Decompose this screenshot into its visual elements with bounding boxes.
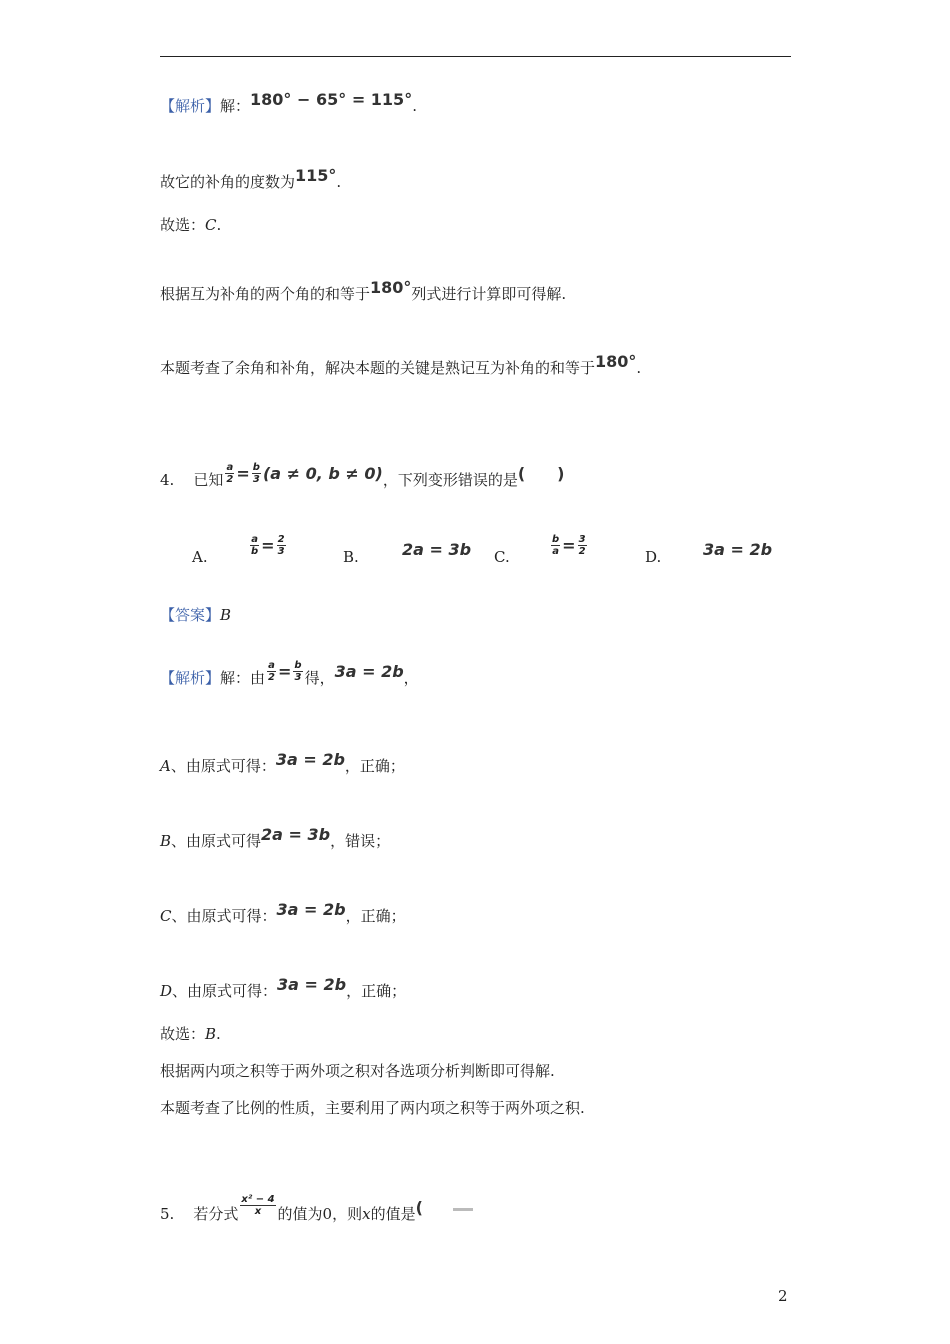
analysis-end: ， <box>403 669 419 687</box>
option-c-frac-1 <box>551 534 560 557</box>
answer-letter: B <box>220 606 232 624</box>
frac-num: x² − 4 <box>241 1193 275 1205</box>
item-text: 、由原式可得 <box>171 832 262 850</box>
option-a-frac-2 <box>277 534 286 557</box>
stem-suffix: ，下列变形错误的是 <box>382 471 518 489</box>
q3-conclusion <box>160 166 341 192</box>
frac-den: 2 <box>226 473 234 485</box>
question-number: 5. <box>160 1205 175 1223</box>
page-number: 2 <box>778 1287 788 1305</box>
method-math: 180° <box>370 278 412 297</box>
item-letter: D <box>160 982 173 1000</box>
frac-den: 3 <box>252 473 260 485</box>
frac-den: 2 <box>578 546 586 557</box>
item-result: ，正确； <box>345 907 406 925</box>
method-text: 根据两内项之积等于两外项之积对各选项分析判断即可得解. <box>160 1062 555 1080</box>
review-end: . <box>636 359 642 377</box>
choice-text: 故选： <box>160 1025 206 1043</box>
frac-num: b <box>294 659 302 671</box>
frac-den: x <box>254 1205 262 1217</box>
q4-item-a <box>160 750 405 776</box>
option-label: B. <box>343 548 359 566</box>
option-c-math <box>549 534 589 557</box>
stem-var: x <box>362 1205 371 1223</box>
frac-den: 2 <box>268 671 275 683</box>
stem-prefix: 若分式 <box>193 1205 239 1223</box>
analysis-end: . <box>412 97 417 115</box>
option-label: A. <box>192 548 208 566</box>
blank-mark <box>453 1208 473 1211</box>
option-b <box>343 548 359 566</box>
item-result: ，正确； <box>346 982 407 1000</box>
option-c-eq: = <box>562 536 576 555</box>
option-a-frac-1 <box>250 534 259 557</box>
q3-review <box>160 352 641 378</box>
option-label: D. <box>645 548 662 566</box>
choice-letter: B <box>205 1025 217 1043</box>
analysis-math: 180° − 65° = 115° <box>250 90 413 109</box>
review-text: 本题考查了余角和补角，解决本题的关键是熟记互为补角的和等于 <box>160 359 596 377</box>
review-math: 180° <box>595 352 637 371</box>
item-math: 3a = 2b <box>276 900 346 919</box>
stem-condition: (a ≠ 0, b ≠ 0) <box>262 464 383 483</box>
frac-num: b <box>252 461 260 473</box>
q4-choice <box>160 1024 221 1044</box>
option-a <box>192 548 208 566</box>
frac-den: 3 <box>277 546 285 557</box>
q4-answer <box>160 605 231 625</box>
q4-stem <box>160 461 565 493</box>
choice-letter: C <box>205 216 217 234</box>
option-c <box>494 548 510 566</box>
analysis-tag: 【解析】 <box>160 97 221 115</box>
option-d-expression: 3a = 2b <box>703 540 773 559</box>
option-a-math <box>248 534 288 557</box>
q4-analysis <box>160 659 419 691</box>
frac-num: a <box>268 659 275 671</box>
q4-item-d <box>160 975 406 1001</box>
method-text-2: 列式进行计算即可得解. <box>411 285 567 303</box>
q4-method <box>160 1061 555 1081</box>
item-letter: B <box>160 832 172 850</box>
frac-den: 3 <box>294 671 302 683</box>
item-text: 、由原式可得： <box>170 757 276 775</box>
frac-num: 2 <box>277 534 285 545</box>
analysis-eq: = <box>278 662 292 681</box>
analysis-prefix: 解： <box>220 97 251 115</box>
q5-stem <box>160 1193 473 1227</box>
stem-paren: ( ) <box>517 464 565 483</box>
analysis-math: 3a = 2b <box>334 662 404 681</box>
q4-item-b <box>160 825 390 851</box>
q3-choice <box>160 215 221 235</box>
option-c-frac-2 <box>578 534 587 557</box>
stem-fraction <box>240 1194 275 1217</box>
item-letter: C <box>160 907 172 925</box>
item-math: 2a = 3b <box>261 825 331 844</box>
header-rule <box>160 56 791 57</box>
stem-eq: = <box>236 464 250 483</box>
frac-num: b <box>552 534 560 545</box>
conclusion-text: 故它的补角的度数为 <box>160 173 296 191</box>
analysis-tag: 【解析】 <box>160 669 221 687</box>
choice-end: . <box>216 1025 221 1043</box>
option-b-math <box>402 540 471 559</box>
conclusion-end: . <box>336 173 342 191</box>
item-text: 、由原式可得： <box>171 907 277 925</box>
choice-text: 故选： <box>160 216 206 234</box>
frac-den: b <box>251 546 259 557</box>
item-text: 、由原式可得： <box>172 982 278 1000</box>
q3-method <box>160 278 566 304</box>
stem-fraction-2 <box>252 462 261 485</box>
review-text: 本题考查了比例的性质，主要利用了两内项之积等于两外项之积. <box>160 1099 585 1117</box>
question-number: 4. <box>160 471 175 489</box>
item-math: 3a = 2b <box>277 975 347 994</box>
frac-den: a <box>552 546 559 557</box>
analysis-fraction-1 <box>267 660 276 683</box>
item-letter: A <box>160 757 171 775</box>
stem-suffix: 的值是 <box>370 1205 416 1223</box>
stem-prefix: 已知 <box>193 471 224 489</box>
analysis-mid: 得， <box>304 669 335 687</box>
stem-paren: ( <box>415 1198 423 1217</box>
analysis-fraction-2 <box>293 660 302 683</box>
conclusion-math: 115° <box>295 166 337 185</box>
stem-fraction-1 <box>225 462 234 485</box>
answer-tag: 【答案】 <box>160 606 221 624</box>
frac-num: 3 <box>578 534 586 545</box>
option-b-expression: 2a = 3b <box>402 540 472 559</box>
method-text-1: 根据互为补角的两个角的和等于 <box>160 285 371 303</box>
frac-num: a <box>226 461 234 473</box>
option-d <box>645 548 661 566</box>
q4-review <box>160 1098 585 1118</box>
frac-num: a <box>251 534 258 545</box>
option-a-eq: = <box>261 536 275 555</box>
item-math: 3a = 2b <box>275 750 345 769</box>
item-result: ，错误； <box>330 832 391 850</box>
q4-item-c <box>160 900 406 926</box>
analysis-prefix: 解：由 <box>220 669 266 687</box>
choice-end: . <box>216 216 222 234</box>
item-result: ，正确； <box>344 757 405 775</box>
stem-mid: 的值为0，则 <box>277 1205 363 1223</box>
q3-analysis <box>160 90 417 116</box>
option-label: C. <box>494 548 510 566</box>
option-d-math <box>703 540 772 559</box>
